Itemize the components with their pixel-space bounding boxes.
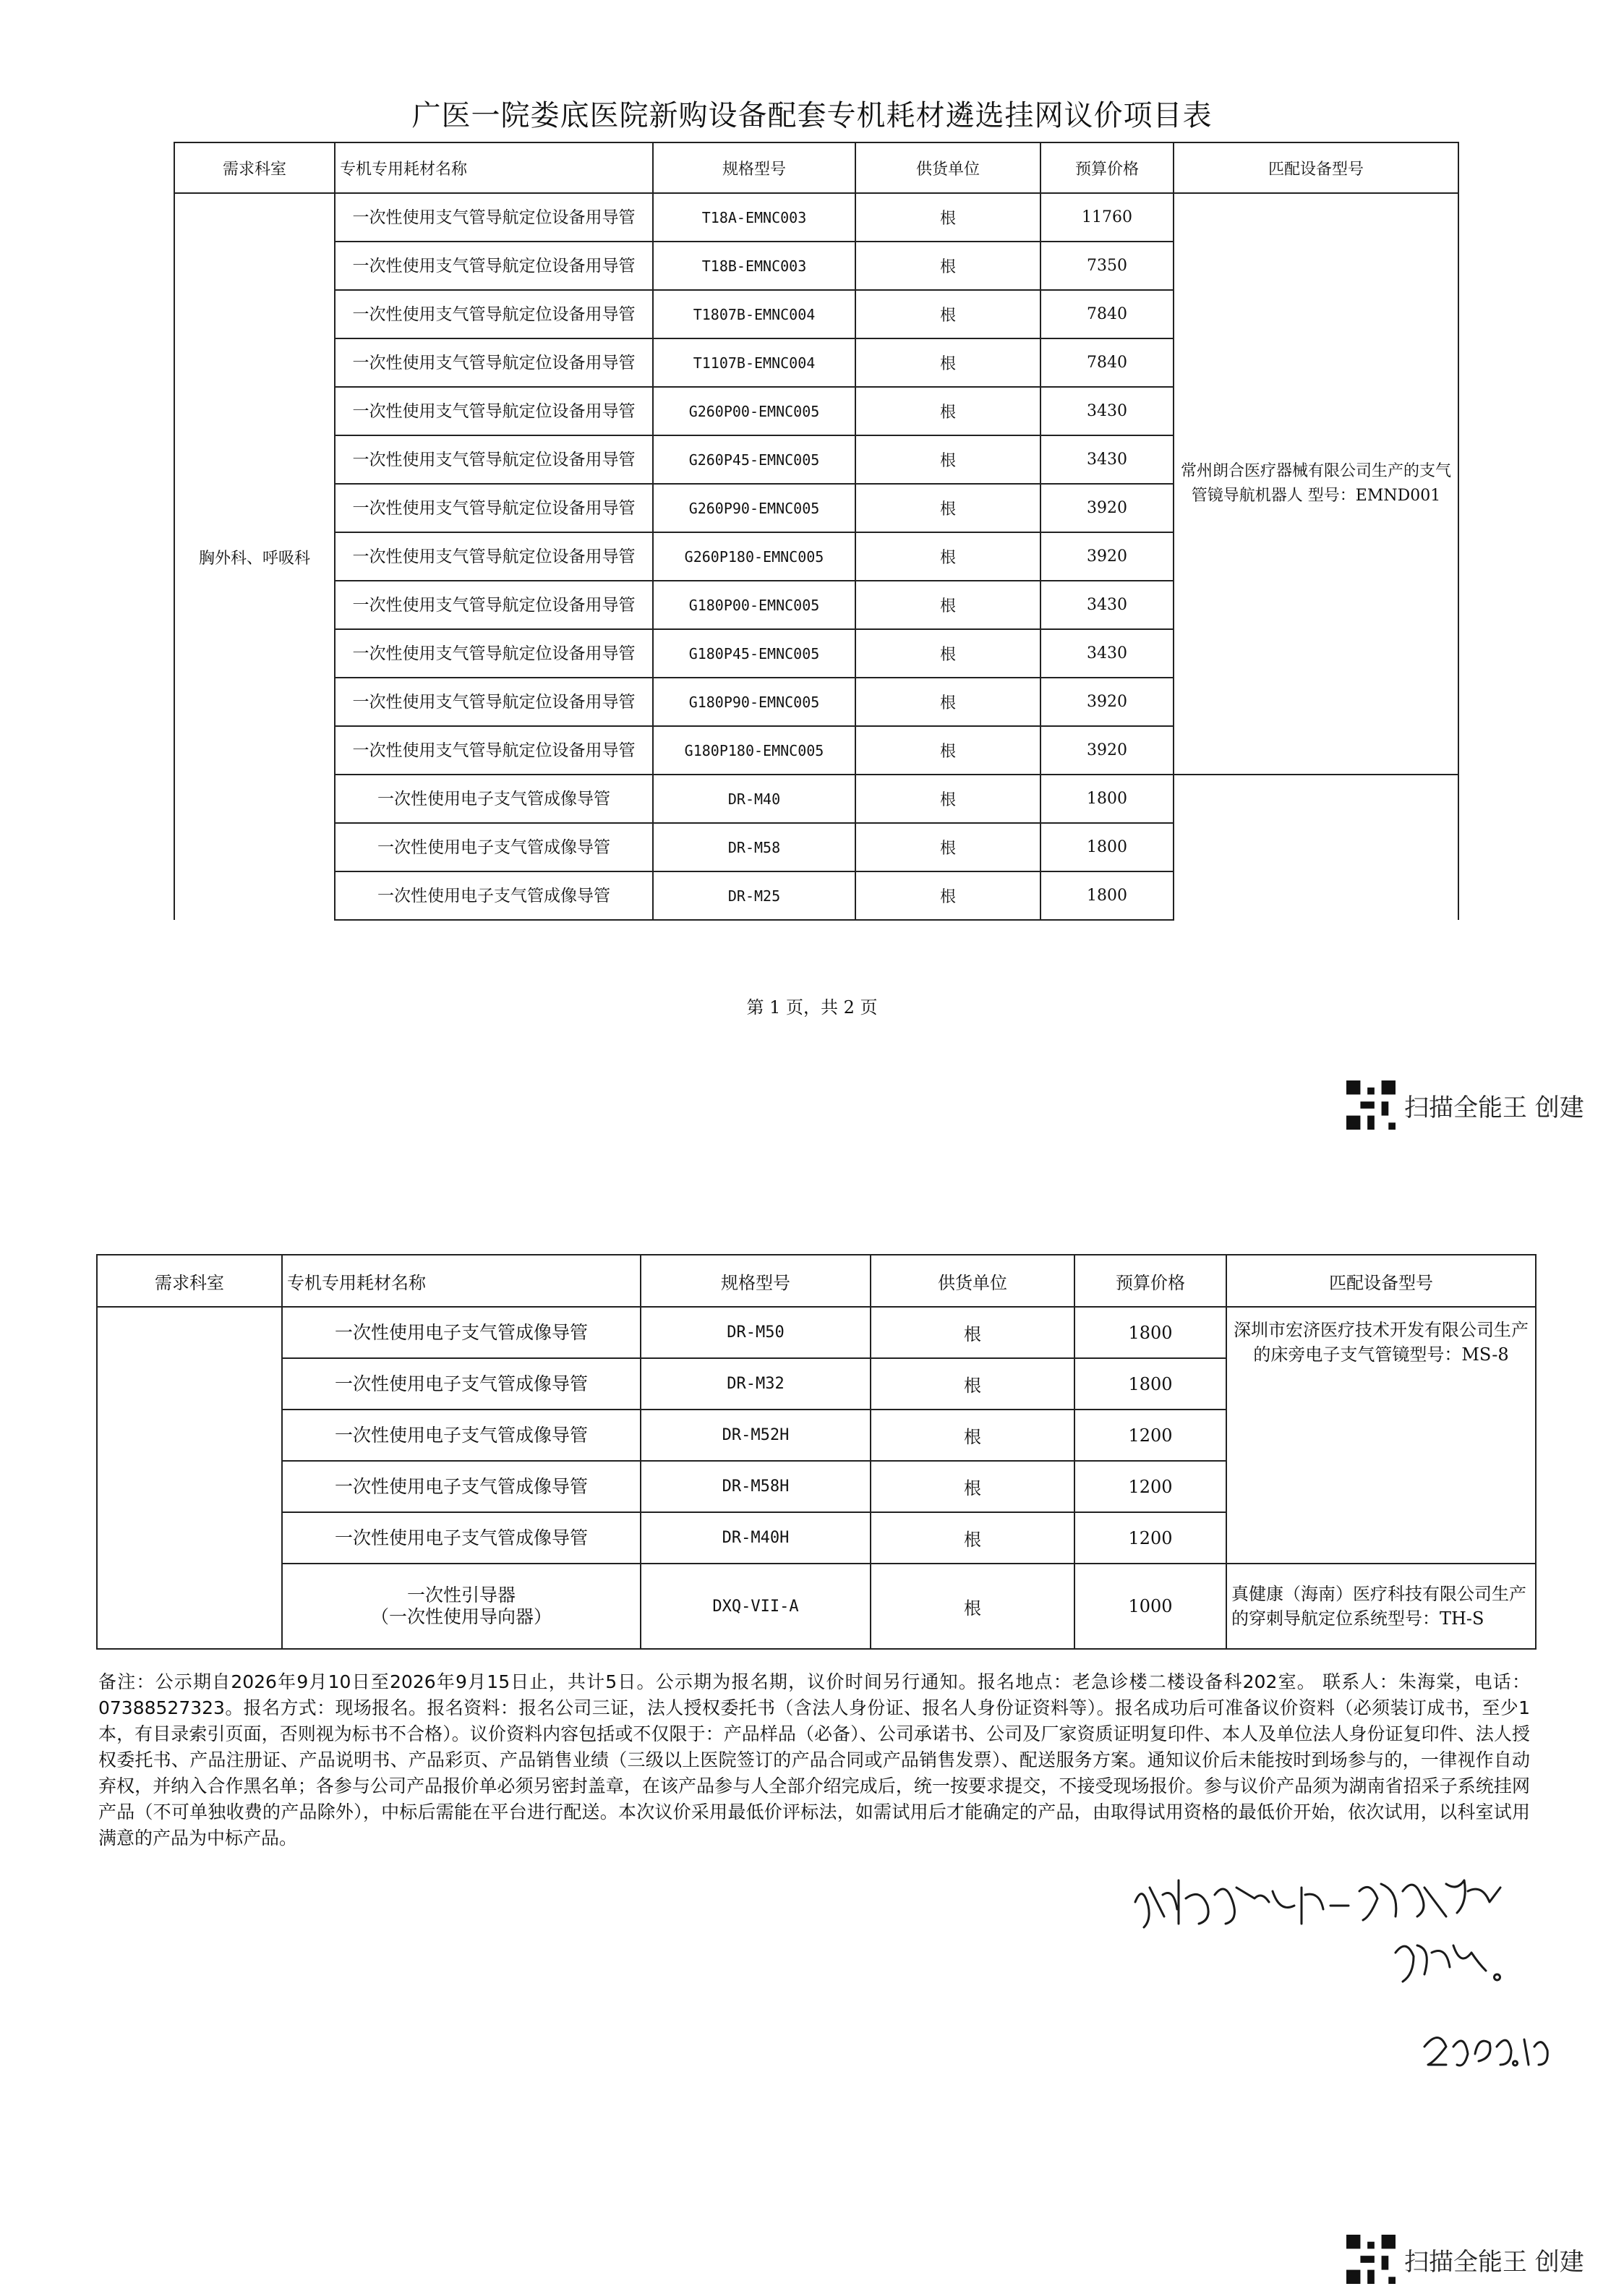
unit-cell: 根	[871, 1307, 1074, 1358]
procurement-table-page2	[96, 1254, 1537, 1650]
header-item-name: 专机专用耗材名称	[282, 1255, 641, 1307]
unit-cell: 根	[855, 193, 1040, 242]
price-cell: 3430	[1040, 581, 1174, 629]
header-department: 需求科室	[174, 142, 335, 193]
unit-cell: 根	[855, 387, 1040, 435]
unit-cell: 根	[855, 726, 1040, 775]
header-unit: 供货单位	[871, 1255, 1074, 1307]
item-name-cell: 一次性使用支气管导航定位设备用导管	[335, 435, 653, 484]
table-row	[97, 1564, 1536, 1649]
matched-device-cell-empty	[1174, 775, 1458, 920]
matched-device-cell: 深圳市宏济医疗技术开发有限公司生产的床旁电子支气管镜型号：MS-8	[1226, 1307, 1536, 1564]
spec-cell: G180P45-EMNC005	[653, 629, 855, 678]
item-name-cell: 一次性使用支气管导航定位设备用导管	[335, 290, 653, 338]
price-cell: 1800	[1074, 1358, 1226, 1410]
unit-cell: 根	[855, 823, 1040, 871]
unit-cell: 根	[855, 242, 1040, 290]
notes-paragraph: 备注：公示期自2026年9月10日至2026年9月15日止，共计5日。公示期为报名期，议价时间另行通知。报名地点：老急诊楼二楼设备科202室。 联系人：朱海棠，电话：07388527323。报名方式：现场报名。报名资料：报名公司三证，法人授权委托书（含法人身份证、报名人身份证资料等）。报名成功后可准备议价资料（必须装订成书，至少1本，有目录索引页面，否则视为标书不合格）。议价资料内容包括或不仅限于：产品样品（必备）、公司承诺书、公司及厂家资质证明复印件、本人及单位法人身份证复印件、法人授权委托书、产品注册证、产品说明书、产品彩页、产品销售业绩（三级以上医院签订的产品合同或产品销售发票）、配送服务方案。通知议价后未能按时到场参与的，一律视作自动弃权，并纳入合作黑名单；各参与公司产品报价单必须另密封盖章，在该产品参与人全部介绍完成后，统一按要求提交，不接受现场报价。参与议价产品须为湖南省招采子系统挂网产品（不可单独收费的产品除外），中标后需能在平台进行配送。本次议价采用最低价评标法，如需试用后才能确定的产品，由取得试用资格的最低价开始，依次试用，以科室试用满意的产品为中标产品。	[98, 1671, 1530, 1849]
spec-cell: G260P90-EMNC005	[653, 484, 855, 532]
header-spec: 规格型号	[653, 142, 855, 193]
item-name-cell: 一次性使用电子支气管成像导管	[282, 1410, 641, 1461]
unit-cell: 根	[855, 484, 1040, 532]
item-name-cell: 一次性使用支气管导航定位设备用导管	[335, 484, 653, 532]
item-name-cell: 一次性使用支气管导航定位设备用导管	[335, 678, 653, 726]
price-cell: 7840	[1040, 290, 1174, 338]
spec-cell: DR-M40	[653, 775, 855, 823]
item-name-cell: 一次性使用电子支气管成像导管	[282, 1307, 641, 1358]
price-cell: 1200	[1074, 1512, 1226, 1564]
item-name-cell: 一次性使用电子支气管成像导管	[335, 823, 653, 871]
item-name-cell: 一次性使用支气管导航定位设备用导管	[335, 338, 653, 387]
header-item-name: 专机专用耗材名称	[335, 142, 653, 193]
table-row	[174, 193, 1458, 242]
item-name-cell	[282, 1564, 641, 1649]
table-row	[97, 1307, 1536, 1358]
item-name-cell: 一次性使用电子支气管成像导管	[282, 1512, 641, 1564]
price-cell: 3920	[1040, 726, 1174, 775]
department-cell: 胸外科、呼吸科	[174, 193, 335, 920]
unit-cell: 根	[855, 581, 1040, 629]
header-unit: 供货单位	[855, 142, 1040, 193]
header-device: 匹配设备型号	[1226, 1255, 1536, 1307]
item-name-cell: 一次性使用电子支气管成像导管	[335, 871, 653, 920]
spec-cell: DR-M50	[641, 1307, 871, 1358]
price-cell: 7350	[1040, 242, 1174, 290]
item-name-cell: 一次性使用支气管导航定位设备用导管	[335, 242, 653, 290]
spec-cell: DR-M52H	[641, 1410, 871, 1461]
spec-cell: T18A-EMNC003	[653, 193, 855, 242]
price-cell: 1800	[1074, 1307, 1226, 1358]
price-cell: 3430	[1040, 387, 1174, 435]
item-name-cell: 一次性使用支气管导航定位设备用导管	[335, 387, 653, 435]
header-department: 需求科室	[97, 1255, 282, 1307]
item-name-cell: 一次性使用电子支气管成像导管	[282, 1461, 641, 1512]
price-cell: 3920	[1040, 484, 1174, 532]
spec-cell: DR-M25	[653, 871, 855, 920]
price-cell: 1800	[1040, 775, 1174, 823]
price-cell: 11760	[1040, 193, 1174, 242]
price-cell: 3920	[1040, 532, 1174, 581]
handwritten-signature	[1128, 1873, 1576, 2090]
unit-cell: 根	[855, 629, 1040, 678]
spec-cell: DR-M58H	[641, 1461, 871, 1512]
table-header-row	[174, 142, 1458, 193]
spec-cell: G180P90-EMNC005	[653, 678, 855, 726]
price-cell: 7840	[1040, 338, 1174, 387]
spec-cell: G180P00-EMNC005	[653, 581, 855, 629]
unit-cell: 根	[855, 775, 1040, 823]
item-name-cell: 一次性使用支气管导航定位设备用导管	[335, 193, 653, 242]
item-name-cell: 一次性使用电子支气管成像导管	[282, 1358, 641, 1410]
item-name-cell: 一次性使用支气管导航定位设备用导管	[335, 726, 653, 775]
item-name-cell: 一次性使用支气管导航定位设备用导管	[335, 532, 653, 581]
spec-cell: G260P45-EMNC005	[653, 435, 855, 484]
table-header-row	[97, 1255, 1536, 1307]
header-price: 预算价格	[1074, 1255, 1226, 1307]
page-title: 广医一院娄底医院新购设备配套专机耗材遴选挂网议价项目表	[411, 99, 1213, 132]
price-cell: 1200	[1074, 1410, 1226, 1461]
spec-cell: DR-M58	[653, 823, 855, 871]
table-row	[174, 775, 1458, 823]
spec-cell: T18B-EMNC003	[653, 242, 855, 290]
header-device: 匹配设备型号	[1174, 142, 1458, 193]
unit-cell: 根	[855, 290, 1040, 338]
price-cell: 3920	[1040, 678, 1174, 726]
spec-cell: DXQ-VII-A	[641, 1564, 871, 1649]
item-name-cell: 一次性使用电子支气管成像导管	[335, 775, 653, 823]
price-cell: 1800	[1040, 823, 1174, 871]
price-cell: 3430	[1040, 629, 1174, 678]
spec-cell: T1807B-EMNC004	[653, 290, 855, 338]
scanner-watermark-2	[1346, 2235, 1584, 2284]
unit-cell: 根	[855, 435, 1040, 484]
scanner-watermark	[1346, 1080, 1584, 1130]
scanner-label: 扫描全能王 创建	[1404, 2247, 1584, 2277]
unit-cell: 根	[855, 338, 1040, 387]
department-cell-empty	[97, 1307, 282, 1649]
price-cell: 1800	[1040, 871, 1174, 920]
item-name-cell: 一次性使用支气管导航定位设备用导管	[335, 581, 653, 629]
spec-cell: T1107B-EMNC004	[653, 338, 855, 387]
unit-cell: 根	[855, 532, 1040, 581]
scanner-label: 扫描全能王 创建	[1404, 1093, 1584, 1122]
spec-cell: G180P180-EMNC005	[653, 726, 855, 775]
unit-cell: 根	[871, 1512, 1074, 1564]
item-name-cell: 一次性使用支气管导航定位设备用导管	[335, 629, 653, 678]
spec-cell: DR-M32	[641, 1358, 871, 1410]
unit-cell: 根	[871, 1358, 1074, 1410]
unit-cell: 根	[855, 871, 1040, 920]
spec-cell: DR-M40H	[641, 1512, 871, 1564]
price-cell: 1200	[1074, 1461, 1226, 1512]
spec-cell: G260P180-EMNC005	[653, 532, 855, 581]
item-name-line2: （一次性使用导向器）	[370, 1606, 552, 1627]
header-spec: 规格型号	[641, 1255, 871, 1307]
item-name-line1: 一次性引导器	[406, 1585, 516, 1606]
matched-device-cell: 常州朗合医疗器械有限公司生产的支气管镜导航机器人 型号：EMND001	[1174, 193, 1458, 775]
price-cell: 1000	[1074, 1564, 1226, 1649]
procurement-table-page1	[174, 142, 1459, 921]
unit-cell: 根	[871, 1410, 1074, 1461]
qr-code-icon	[1346, 1080, 1396, 1130]
spec-cell: G260P00-EMNC005	[653, 387, 855, 435]
header-price: 预算价格	[1040, 142, 1174, 193]
matched-device-cell: 真健康（海南）医疗科技有限公司生产的穿刺导航定位系统型号：TH-S	[1226, 1564, 1536, 1649]
unit-cell: 根	[871, 1461, 1074, 1512]
unit-cell: 根	[871, 1564, 1074, 1649]
price-cell: 3430	[1040, 435, 1174, 484]
page-number: 第 1 页，共 2 页	[746, 997, 878, 1018]
unit-cell: 根	[855, 678, 1040, 726]
qr-code-icon	[1346, 2235, 1396, 2284]
